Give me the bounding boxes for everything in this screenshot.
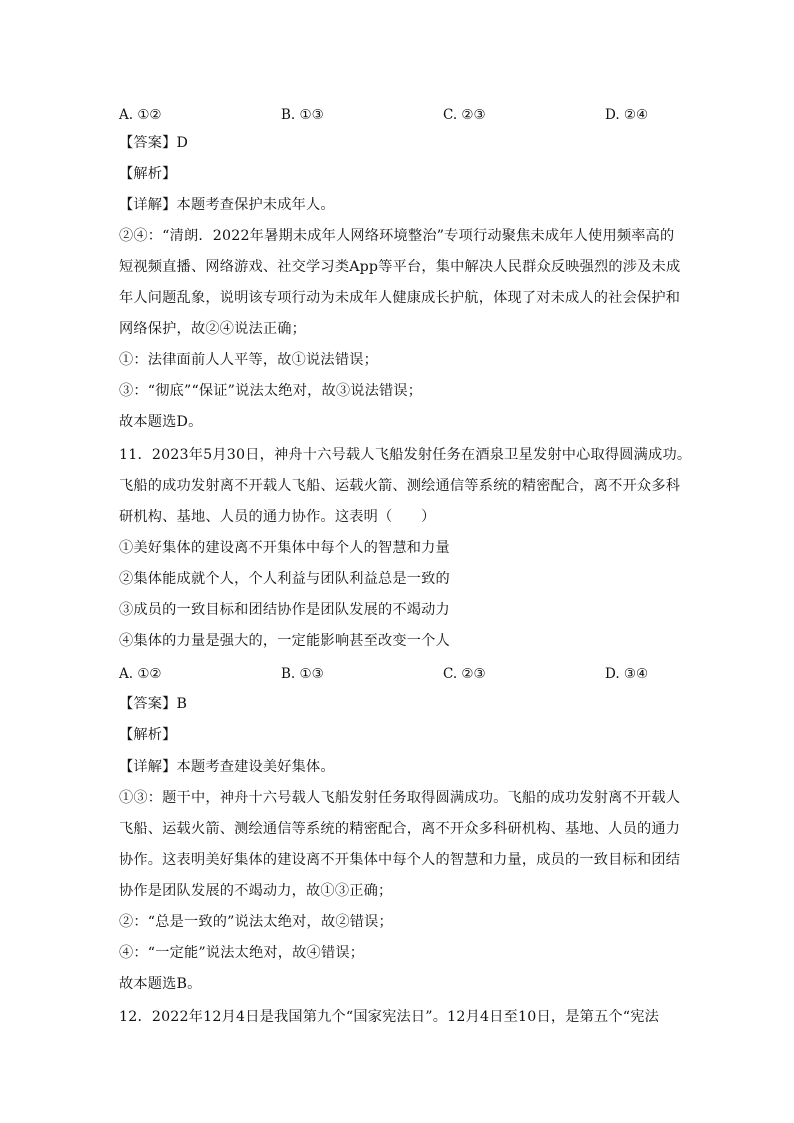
q11-explain-line: 飞船、运载火箭、测绘通信等系统的精密配合，离不开众多科研机构、基地、人员的通力: [119, 821, 681, 837]
q10-explain-line: ③：“彻底”“保证”说法太绝对，故③说法错误；: [119, 383, 423, 399]
q10-explain-line: 年人问题乱象，说明该专项行动为未成年人健康成长护航，体现了对未成人的社会保护和: [119, 290, 681, 306]
q11-stem-line: 飞船的成功发射离不开载人飞船、运载火箭、测绘通信等系统的精密配合，离不开众多科: [119, 478, 681, 494]
q11-option-c: C. ②③: [443, 666, 486, 682]
q10-option-a: A. ①②: [119, 107, 162, 123]
q10-option-c: C. ②③: [443, 107, 486, 123]
q11-statement: ①美好集体的建设离不开集体中每个人的智慧和力量: [119, 540, 450, 556]
q10-option-d: D. ②④: [605, 107, 649, 123]
q11-explain-line: ②：“总是一致的”说法太绝对，故②错误；: [119, 914, 393, 930]
q11-statement: ②集体能成就个人，个人利益与团队利益总是一致的: [119, 571, 450, 587]
q10-explain-line: 【详解】本题考查保护未成年人。: [119, 197, 335, 213]
q11-analysis-label: 【解析】: [119, 727, 177, 743]
q11-stem-line: 11．2023年5月30日，神舟十六号载人飞船发射任务在酒泉卫星发射中心取得圆满成功。: [119, 447, 692, 463]
q11-statement: ③成员的一致目标和团结协作是团队发展的不竭动力: [119, 602, 450, 618]
q11-statement: ④集体的力量是强大的，一定能影响甚至改变一个人: [119, 633, 450, 649]
q12-stem-line: 12．2022年12月4日是我国第九个“国家宪法日”。12月4日至10日，是第五个“宪法: [119, 1009, 659, 1025]
q11-explain-line: 协作。这表明美好集体的建设离不开集体中每个人的智慧和力量，成员的一致目标和团结: [119, 852, 681, 868]
q10-explain-line: ②④：“清朗．2022年暑期未成年人网络环境整治”专项行动聚焦未成年人使用频率高的: [119, 228, 675, 244]
q11-option-d: D. ③④: [605, 666, 649, 682]
q10-explain-line: ①：法律面前人人平等，故①说法错误；: [119, 352, 378, 368]
q11-explain-line: 【详解】本题考查建设美好集体。: [119, 759, 335, 775]
q11-explain-line: ④：“一定能”说法太绝对，故④错误；: [119, 945, 365, 961]
q11-option-b: B. ①③: [281, 666, 324, 682]
q10-explain-line: 短视频直播、网络游戏、社交学习类App等平台，集中解决人民群众反映强烈的涉及未成: [119, 259, 681, 275]
q11-option-a: A. ①②: [119, 666, 162, 682]
q10-analysis-label: 【解析】: [119, 166, 177, 182]
q10-explain-line: 故本题选D。: [119, 414, 203, 430]
q10-answer: 【答案】D: [119, 135, 189, 151]
q11-explain-line: 协作是团队发展的不竭动力，故①③正确；: [119, 883, 393, 899]
q11-stem-line: 研机构、基地、人员的通力协作。这表明（ ）: [119, 509, 436, 525]
q11-explain-line: ①③：题干中，神舟十六号载人飞船发射任务取得圆满成功。飞船的成功发射离不开载人: [119, 790, 681, 806]
q11-answer: 【答案】B: [119, 696, 188, 712]
q10-explain-line: 网络保护，故②④说法正确；: [119, 321, 307, 337]
q10-option-b: B. ①③: [281, 107, 324, 123]
q11-explain-line: 故本题选B。: [119, 976, 202, 992]
